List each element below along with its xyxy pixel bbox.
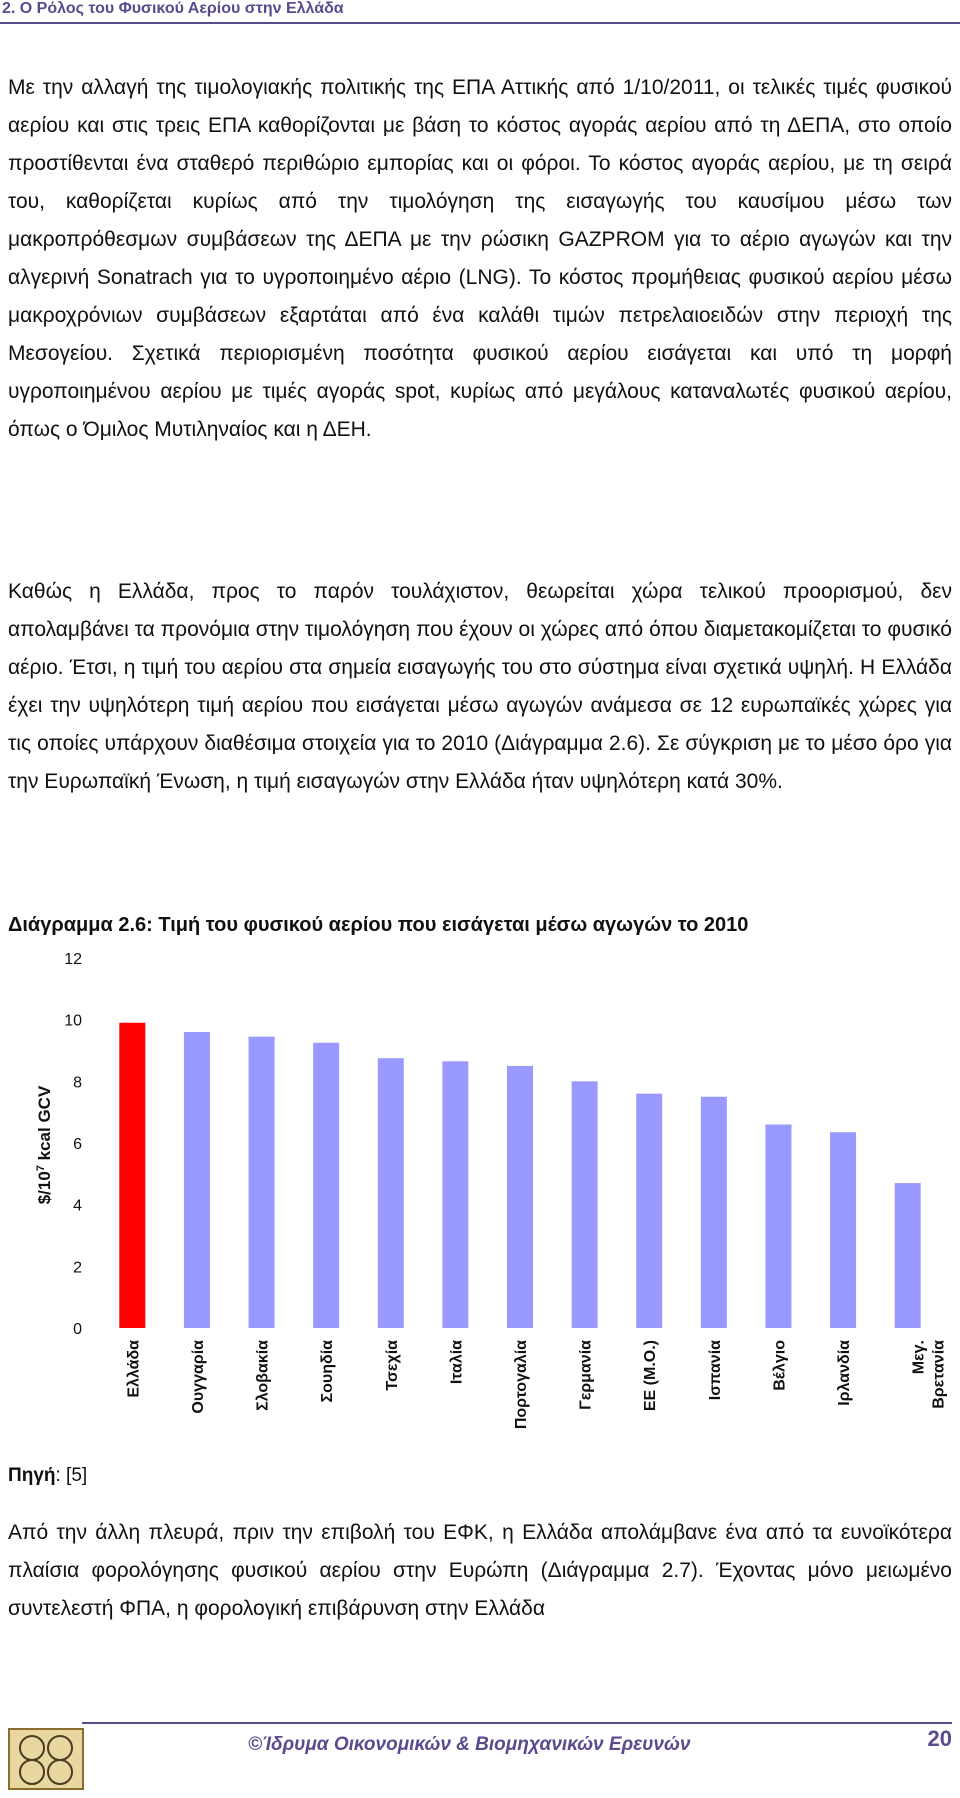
bar-6 <box>442 1061 468 1328</box>
bar-2 <box>184 1032 210 1328</box>
paragraph-1: Με την αλλαγή της τιμολογιακής πολιτικής της ΕΠΑ Αττικής από 1/10/2011, οι τελικές τιμές φυσικού αερίου και στις τρεις ΕΠΑ καθορίζονται με βάση το κόστος αγοράς αερίου από τη ΔΕΠΑ, στο οποίο προστίθενται ένα σταθερό περιθώριο εμπορίας και οι φόροι. Το κόστος αγοράς αερίου, με τη σειρά του, καθορίζεται κυρίως από την τιμολόγηση της εισαγωγής του καυσίμου μέσω των μακροπρόθεσμων συμβάσεων της ΔΕΠΑ με την ρώσικη GAZPROM για το αέριο αγωγών και την αλγερινή Sonatrach για το υγροποιημένο αέριο (LNG). Το κόστος προμήθειας φυσικού αερίου μέσω μακροχρόνιων συμβάσεων εξαρτάται από ένα καλάθι τιμών πετρελαιοειδών στην περιοχή της Μεσογείου. Σχετικά περιορισμένη ποσότητα φυσικού αερίου εισάγεται και υπό τη μορφή υγροποιημένου αερίου με τιμές αγοράς spot, κυρίως από μεγάλους καταναλωτές φυσικού αερίου, όπως ο Όμιλος Μυτιληναίος και η ΔΕΗ. <box>8 76 952 441</box>
source-note <box>8 1465 87 1487</box>
page-number: 20 <box>927 1726 952 1751</box>
x-category-label: Μεγ. Βρετανία <box>910 1340 948 1409</box>
x-category-label: Τσεχία <box>383 1340 401 1391</box>
bar-1 <box>119 1023 145 1328</box>
source-text: : [5] <box>55 1465 88 1486</box>
bar-5 <box>378 1058 404 1328</box>
footer-rule <box>82 1722 952 1724</box>
x-category-label: Βέλγιο <box>771 1340 789 1391</box>
bar-11 <box>765 1125 791 1329</box>
header-rule <box>0 22 960 24</box>
chart-title: Διάγραμμα 2.6: Τιμή του φυσικού αερίου που εισάγεται μέσω αγωγών το 2010 <box>8 914 749 936</box>
bar-10 <box>701 1097 727 1328</box>
footer-organization: ©Ίδρυμα Οικονομικών & Βιομηχανικών Ερευνών <box>248 1734 691 1755</box>
bar-7 <box>507 1066 533 1328</box>
y-tick-label: 0 <box>73 1321 82 1338</box>
source-label: Πηγή <box>8 1465 56 1486</box>
x-category-label: Ουγγαρία <box>189 1340 207 1414</box>
y-tick-label: 4 <box>73 1197 82 1215</box>
y-axis-label: $\$/10^7$ kcal GCV <box>35 1085 54 1205</box>
y-tick-label: 2 <box>73 1259 82 1277</box>
bar-4 <box>313 1043 339 1328</box>
bar-chart <box>0 940 960 1460</box>
bar-3 <box>249 1037 275 1328</box>
x-category-label: Γερμανία <box>577 1340 595 1410</box>
y-tick-label: 12 <box>64 951 82 968</box>
x-category-label: Ιταλία <box>448 1340 466 1385</box>
paragraph-2: Καθώς η Ελλάδα, προς το παρόν τουλάχιστον, θεωρείται χώρα τελικού προορισμού, δεν απολαμβάνει τα προνόμια στην τιμολόγηση που έχουν οι χώρες από όπου διαμετακομίζεται το φυσικό αέριο. Έτσι, η τιμή του αερίου στα σημεία εισαγωγής του στο σύστημα είναι σχετικά υψηλή. Η Ελλάδα έχει την υψηλότερη τιμή αερίου που εισάγεται μέσω αγωγών ανάμεσα σε 12 ευρωπαϊκές χώρες για τις οποίες υπάρχουν διαθέσιμα στοιχεία για το 2010 (Διάγραμμα 2.6). Σε σύγκριση με το μέσο όρο για την Ευρωπαϊκή Ένωση, η τιμή εισαγωγών στην Ελλάδα ήταν υψηλότερη κατά 30%. <box>8 580 952 793</box>
x-category-label: Πορτογαλία <box>513 1340 530 1430</box>
header-title: 2. Ο Ρόλος του Φυσικού Αερίου στην Ελλάδα <box>2 0 344 17</box>
bar-13 <box>895 1183 921 1328</box>
x-category-label: Ιρλανδία <box>836 1340 854 1406</box>
x-category-label: Σλοβακία <box>254 1340 272 1411</box>
y-tick-label: 10 <box>64 1012 82 1030</box>
x-category-label: Ελλάδα <box>125 1340 143 1398</box>
paragraph-3: Από την άλλη πλευρά, πριν την επιβολή του ΕΦΚ, η Ελλάδα απολάμβανε ένα από τα ευνοϊκότερα πλαίσια φορολόγησης φυσικού αερίου στην Ευρώπη (Διάγραμμα 2.7). Έχοντας μόνο μειωμένο συντελεστή ΦΠΑ, η φορολογική επιβάρυνση στην Ελλάδα <box>8 1521 952 1620</box>
y-tick-label: 8 <box>73 1074 82 1092</box>
x-category-label: ΕΕ (Μ.Ο.) <box>642 1340 660 1412</box>
x-category-label: Σουηδία <box>319 1340 337 1403</box>
page-header <box>0 0 960 24</box>
bar-12 <box>830 1132 856 1328</box>
bar-8 <box>572 1081 598 1328</box>
x-category-label: Ισπανία <box>706 1340 724 1401</box>
y-tick-label: 6 <box>73 1136 82 1153</box>
iobe-logo <box>8 1728 84 1790</box>
bar-9 <box>636 1094 662 1328</box>
